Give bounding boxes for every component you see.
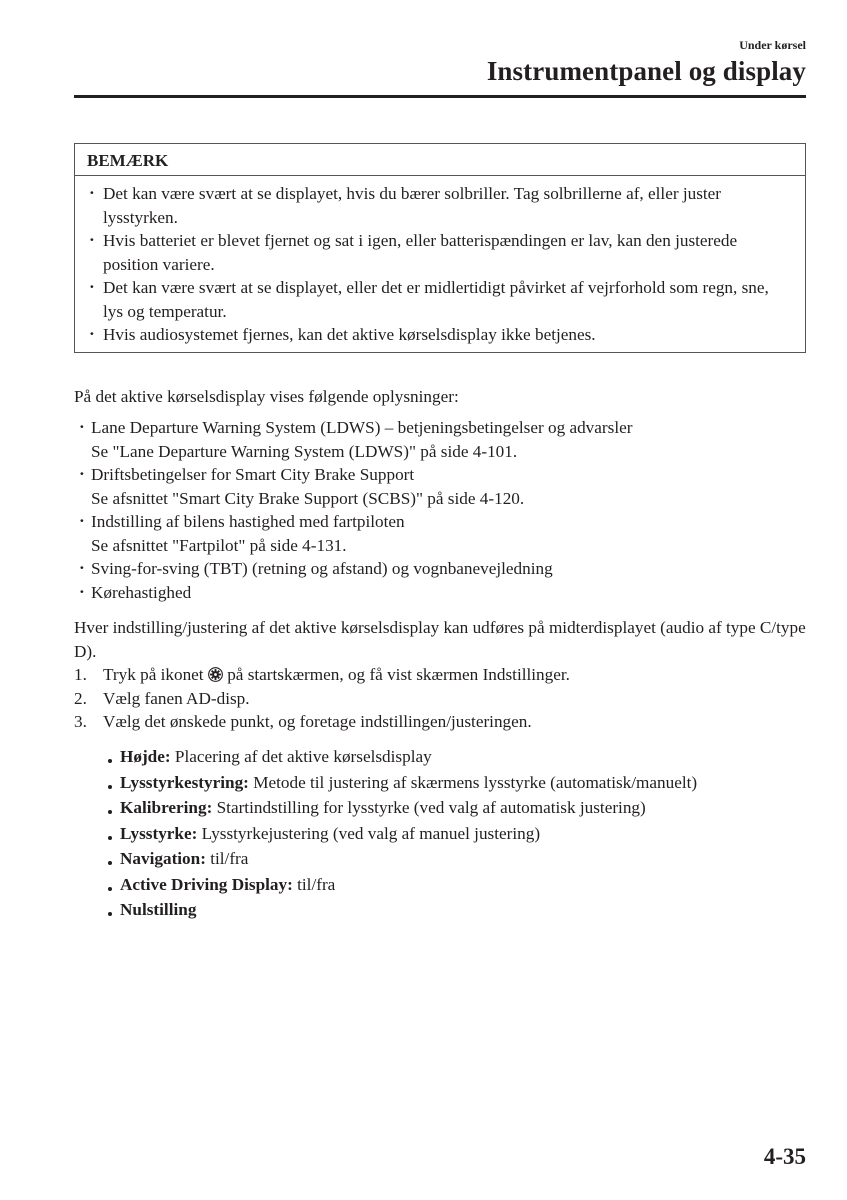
steps-list [74, 663, 570, 734]
option-item [106, 872, 697, 898]
page-title: Instrumentpanel og display [486, 56, 806, 86]
header-rule [74, 95, 806, 98]
info-item-text: Lane Departure Warning System (LDWS) – betjeningsbetingelser og advarsler [91, 418, 633, 437]
step-text: Vælg det ønskede punkt, og foretage indstillingen/justeringen. [103, 712, 532, 731]
option-item [106, 821, 697, 847]
gear-icon [208, 665, 223, 680]
info-item [74, 581, 806, 605]
option-item [106, 770, 697, 796]
info-item-text: Sving-for-sving (TBT) (retning og afstand) og vognbanevejledning [91, 559, 553, 578]
step-item [74, 710, 570, 734]
note-item: · Hvis batteriet er blevet fjernet og sat i igen, eller batterispændingen er lav, kan den justerede position variere. [89, 229, 793, 276]
info-item-text: Indstilling af bilens hastighed med fartpiloten [91, 512, 405, 531]
step-number: 3. [74, 712, 87, 731]
note-heading: BEMÆRK [75, 144, 805, 176]
option-label: Lysstyrke: [120, 823, 198, 843]
info-item-text: Driftsbetingelser for Smart City Brake Support [91, 465, 415, 484]
section-label: Under kørsel [739, 38, 806, 52]
info-item [74, 416, 806, 463]
option-desc: til/fra [210, 849, 249, 868]
option-label: Kalibrering: [120, 798, 213, 817]
option-label: Navigation: [120, 849, 206, 868]
step-number: 2. [74, 688, 87, 708]
option-item [106, 795, 697, 821]
note-item: · Det kan være svært at se displayet, eller det er midlertidigt påvirket af vejrforhold som regn, sne, lys og temperatur. [89, 276, 793, 323]
info-item-ref: Se "Lane Departure Warning System (LDWS)" på side 4-101. [91, 441, 518, 461]
step-text: på startskærmen, og få vist skærmen Indstillinger. [227, 665, 570, 684]
info-item [74, 463, 806, 510]
options-list [106, 744, 697, 923]
option-desc: Metode til justering af skærmens lysstyrke (automatisk/manuelt) [253, 772, 698, 792]
info-list [74, 416, 806, 604]
option-desc: Lysstyrkejustering (ved valg af manuel justering) [201, 823, 541, 843]
option-desc: til/fra [297, 874, 336, 894]
info-item-ref: Se afsnittet "Fartpilot" på side 4-131. [91, 535, 347, 555]
note-box [74, 143, 806, 353]
option-label: Active Driving Display: [120, 874, 293, 894]
info-item [74, 557, 806, 581]
info-item-text: Kørehastighed [91, 582, 192, 602]
info-item-ref: Se afsnittet "Smart City Brake Support (SCBS)" på side 4-120. [91, 488, 525, 508]
step-text: Tryk på ikonet [103, 665, 204, 684]
note-item: · Det kan være svært at se displayet, hvis du bærer solbriller. Tag solbrillerne af, eller juster lysstyrken. [89, 182, 793, 229]
intro-text: På det aktive kørselsdisplay vises følgende oplysninger: [74, 387, 459, 406]
option-label: Lysstyrkestyring: [120, 772, 249, 792]
info-item [74, 510, 806, 557]
option-label: Nulstilling [120, 900, 197, 919]
option-desc: Startindstilling for lysstyrke (ved valg af automatisk justering) [216, 798, 646, 817]
option-item [106, 744, 697, 770]
step-item [74, 687, 570, 711]
settings-paragraph: Hver indstilling/justering af det aktive kørselsdisplay kan udføres på midterdisplayet (audio af type C/type D). [74, 618, 806, 661]
option-desc: Placering af det aktive kørselsdisplay [174, 747, 432, 766]
page-number: 4-35 [763, 1144, 806, 1169]
step-item [74, 663, 570, 687]
option-item [106, 846, 697, 872]
note-item: · Hvis audiosystemet fjernes, kan det aktive kørselsdisplay ikke betjenes. [89, 323, 793, 347]
option-label: Højde: [120, 747, 171, 766]
note-list [75, 176, 805, 347]
step-number: 1. [74, 665, 87, 684]
step-text: Vælg fanen AD-disp. [103, 688, 250, 708]
option-item [106, 897, 697, 923]
